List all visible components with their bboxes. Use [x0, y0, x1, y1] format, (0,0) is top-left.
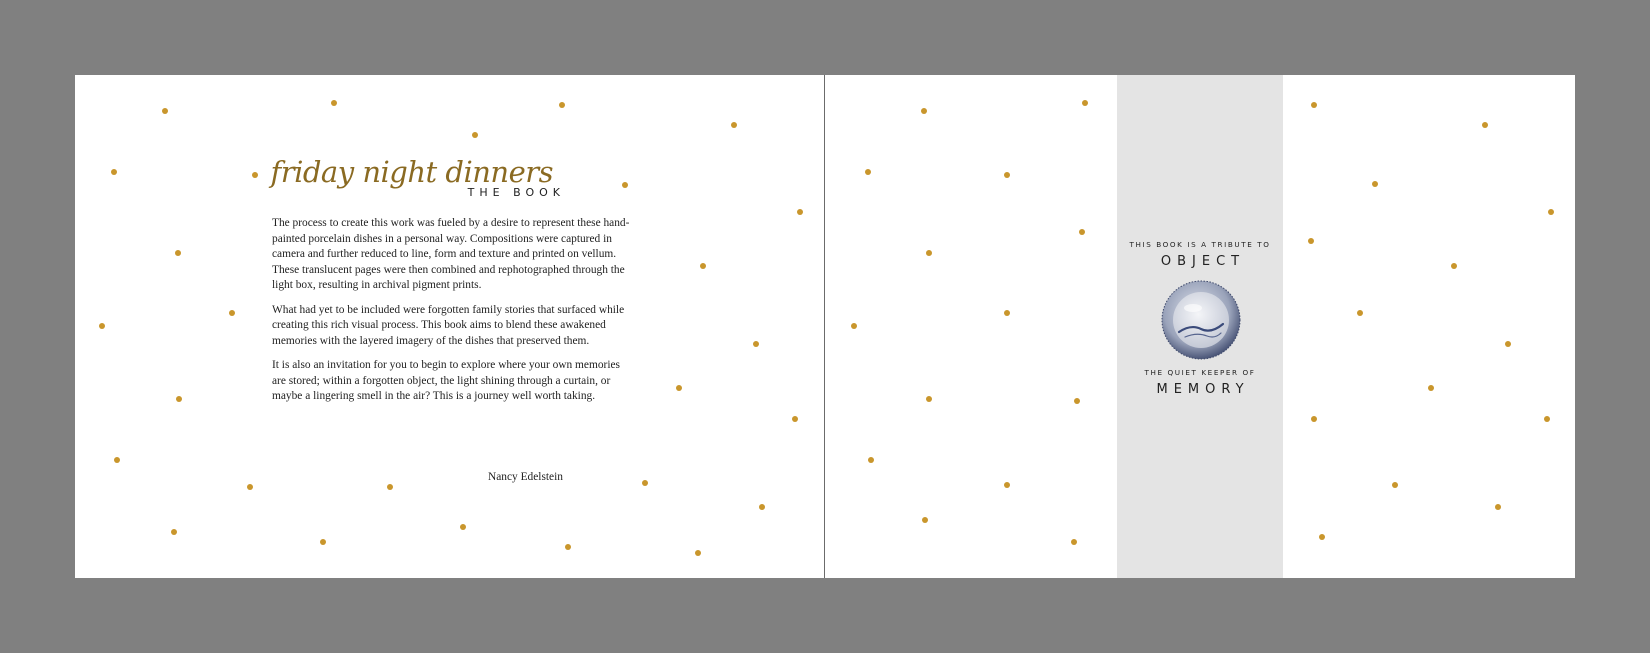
right-page: [825, 75, 1575, 578]
gold-dot: [622, 182, 628, 188]
gold-dot: [753, 341, 759, 347]
gold-dot: [1392, 482, 1398, 488]
gold-dot: [331, 100, 337, 106]
gold-dot: [676, 385, 682, 391]
book-title: [270, 155, 565, 203]
gold-dot: [1495, 504, 1501, 510]
gold-dot: [1004, 310, 1010, 316]
gold-dot: [926, 250, 932, 256]
gold-dot: [1357, 310, 1363, 316]
gold-dot: [868, 457, 874, 463]
gold-dot: [1311, 416, 1317, 422]
gold-dot: [865, 169, 871, 175]
left-page: [75, 75, 824, 578]
gold-dot: [252, 172, 258, 178]
gold-dot: [1482, 122, 1488, 128]
title-subtitle: THE BOOK: [467, 186, 565, 199]
gold-dot: [926, 396, 932, 402]
gold-dot: [1071, 539, 1077, 545]
author-signature: Nancy Edelstein: [488, 471, 563, 483]
gold-dot: [565, 544, 571, 550]
book-spread: [75, 75, 1575, 578]
gold-dot: [797, 209, 803, 215]
gold-dot: [1004, 172, 1010, 178]
gold-dot: [792, 416, 798, 422]
gold-dot: [1544, 416, 1550, 422]
porcelain-plate-icon: [1161, 280, 1241, 360]
gold-dot: [921, 108, 927, 114]
gold-dot: [1308, 238, 1314, 244]
gold-dot: [851, 323, 857, 329]
gold-dot: [1074, 398, 1080, 404]
gold-dot: [700, 263, 706, 269]
gold-dot: [472, 132, 478, 138]
paragraph: What had yet to be included were forgotten family stories that surfaced while creating this rich visual process. This book aims to blend these awakened memories with the layered imagery of the dishes that preserved them.: [272, 303, 625, 347]
gold-dot: [695, 550, 701, 556]
gold-dot: [731, 122, 737, 128]
gold-dot: [1505, 341, 1511, 347]
object-word: OBJECT: [1160, 254, 1246, 269]
paragraph: The process to create this work was fueled by a desire to represent these hand-painted porcelain dishes in a personal way. Compositions were captured in camera and further reduced to line, form and texture and printed on vellum. These translucent pages were then combined and rephotographed through the light box, resulting in archival pigment prints.: [272, 217, 630, 291]
gold-dot: [1082, 100, 1088, 106]
tribute-band: [1117, 75, 1283, 578]
gold-dot: [162, 108, 168, 114]
gold-dot: [1079, 229, 1085, 235]
gold-dot: [175, 250, 181, 256]
gold-dot: [229, 310, 235, 316]
gold-dot: [460, 524, 466, 530]
gold-dot: [759, 504, 765, 510]
gold-dot: [171, 529, 177, 535]
keeper-line: THE QUIET KEEPER OF: [1144, 368, 1256, 377]
gold-dot: [176, 396, 182, 402]
gold-dot: [1372, 181, 1378, 187]
intro-text: [272, 216, 632, 414]
gold-dot: [642, 480, 648, 486]
gold-dot: [111, 169, 117, 175]
gold-dot: [320, 539, 326, 545]
gold-dot: [559, 102, 565, 108]
gold-dot: [1548, 209, 1554, 215]
title-script: friday night dinners: [270, 155, 553, 189]
gold-dot: [1451, 263, 1457, 269]
gold-dot: [922, 517, 928, 523]
gold-dot: [99, 323, 105, 329]
tribute-line: THIS BOOK IS A TRIBUTE TO: [1129, 240, 1271, 249]
memory-word: MEMORY: [1156, 382, 1250, 397]
paragraph: It is also an invitation for you to begin to explore where your own memories are stored; within a forgotten object, the light shining through a curtain, or maybe a lingering smell in the air? This is a journey well worth taking.: [272, 359, 620, 402]
gold-dot: [387, 484, 393, 490]
gold-dot: [1004, 482, 1010, 488]
gold-dot: [247, 484, 253, 490]
gold-dot: [1311, 102, 1317, 108]
gold-dot: [114, 457, 120, 463]
gold-dot: [1428, 385, 1434, 391]
gold-dot: [1319, 534, 1325, 540]
